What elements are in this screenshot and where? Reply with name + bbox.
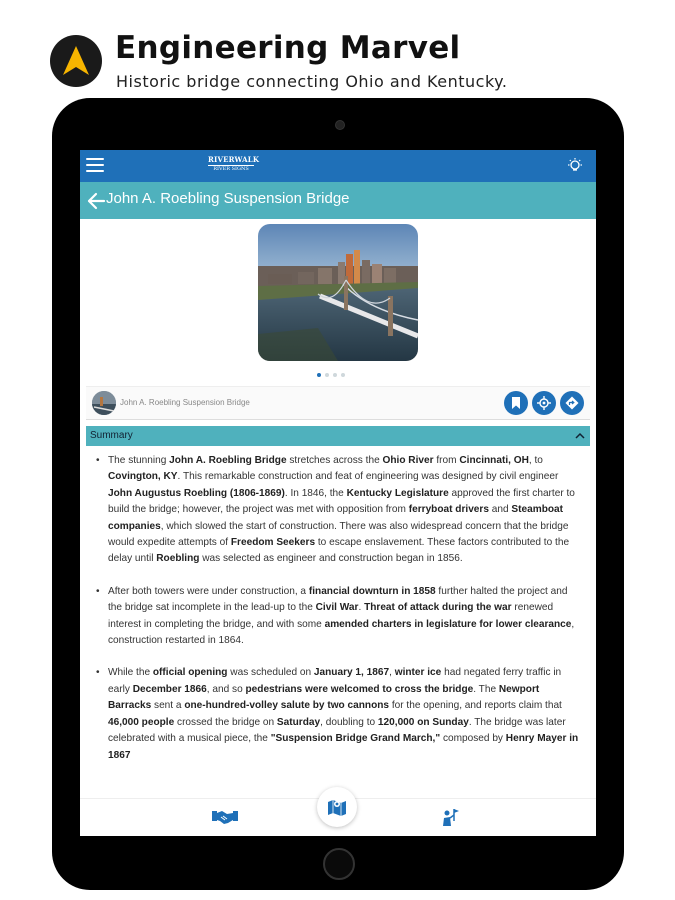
carousel-indicator: [317, 362, 349, 368]
summary-paragraph: • While the official opening was scheduled on January 1, 1867, winter ice had negated ferry traffic in early December 1866, and so pedestrians were welcomed to cross the bridge. The Newport Barracks sent a one-hundred-volley salute by two cannons for the opening, and reports claim that 46,000 people crossed the bridge on Saturday, doubling to 120,000 on Sunday. The bridge was later celebrated with a musical piece, the "Suspension Bridge Grand March," composed by Henry Mayer in 1867: [94, 665, 584, 763]
summary-label: Summary: [90, 430, 133, 441]
bookmark-icon: [509, 396, 523, 410]
brand-line2: RIVER SIGNS: [208, 165, 254, 173]
brand-logo: [208, 155, 260, 173]
lightbulb-icon[interactable]: [566, 157, 584, 175]
app-screen: [80, 150, 596, 836]
page-title: John A. Roebling Suspension Bridge: [106, 190, 350, 207]
carousel-dot[interactable]: [325, 373, 329, 377]
map-icon: [327, 797, 347, 817]
chevron-up-icon[interactable]: [574, 430, 586, 442]
title-bar: [80, 182, 596, 219]
crosshair-icon: [537, 396, 551, 410]
bottom-navigation: [80, 798, 596, 836]
handshake-icon[interactable]: [212, 807, 238, 827]
location-thumbnail: [92, 391, 116, 415]
top-bar: [80, 150, 596, 182]
summary-paragraph: • The stunning John A. Roebling Bridge stretches across the Ohio River from Cincinnati, OH, to Covington, KY. This remarkable construction and feat of engineering was designed by civil engineer John Augustus Roebling (1806-1869). In 1846, the Kentucky Legislature approved the first charter to build the bridge; however, the project was met with opposition from ferryboat drivers and Steamboat companies, which slowed the start of construction. There was also widespread concern that the bridge would expedite attempts of Freedom Seekers to escape enslavement. These factors contributed to the delay until Roebling was selected as engineer and construction began in 1856.: [94, 453, 584, 568]
directions-button[interactable]: [560, 391, 584, 415]
directions-icon: [565, 396, 579, 410]
summary-content: [94, 453, 584, 780]
tablet-frame: [52, 98, 624, 890]
location-label: John A. Roebling Suspension Bridge: [120, 398, 250, 407]
location-info-bar: [86, 386, 590, 420]
carousel-dot[interactable]: [317, 373, 321, 377]
carousel-dot[interactable]: [333, 373, 337, 377]
brand-line1: RIVERWALK: [208, 155, 260, 164]
summary-accordion-header[interactable]: [86, 426, 590, 446]
bookmark-button[interactable]: [504, 391, 528, 415]
carousel-dot[interactable]: [341, 373, 345, 377]
navigation-arrow-icon: [61, 44, 91, 78]
promo-title: Engineering Marvel: [115, 30, 461, 66]
bridge-photo[interactable]: [258, 224, 418, 361]
promo-subtitle: Historic bridge connecting Ohio and Kentucky.: [116, 72, 508, 91]
app-logo: [50, 35, 102, 87]
map-nav-button[interactable]: [317, 787, 357, 827]
tour-guide-icon[interactable]: [440, 807, 460, 827]
hamburger-menu-icon[interactable]: [86, 158, 104, 174]
back-arrow-icon[interactable]: [86, 191, 106, 211]
camera: [335, 120, 345, 130]
locate-button[interactable]: [532, 391, 556, 415]
summary-paragraph: • After both towers were under construction, a financial downturn in 1858 further halted the project and the bridge sat incomplete in the lead-up to the Civil War. Threat of attack during the war renewed interest in completing the bridge, and with some amended charters in legislature for lower clearance, construction restarted in 1864.: [94, 584, 584, 650]
home-button[interactable]: [323, 848, 355, 880]
